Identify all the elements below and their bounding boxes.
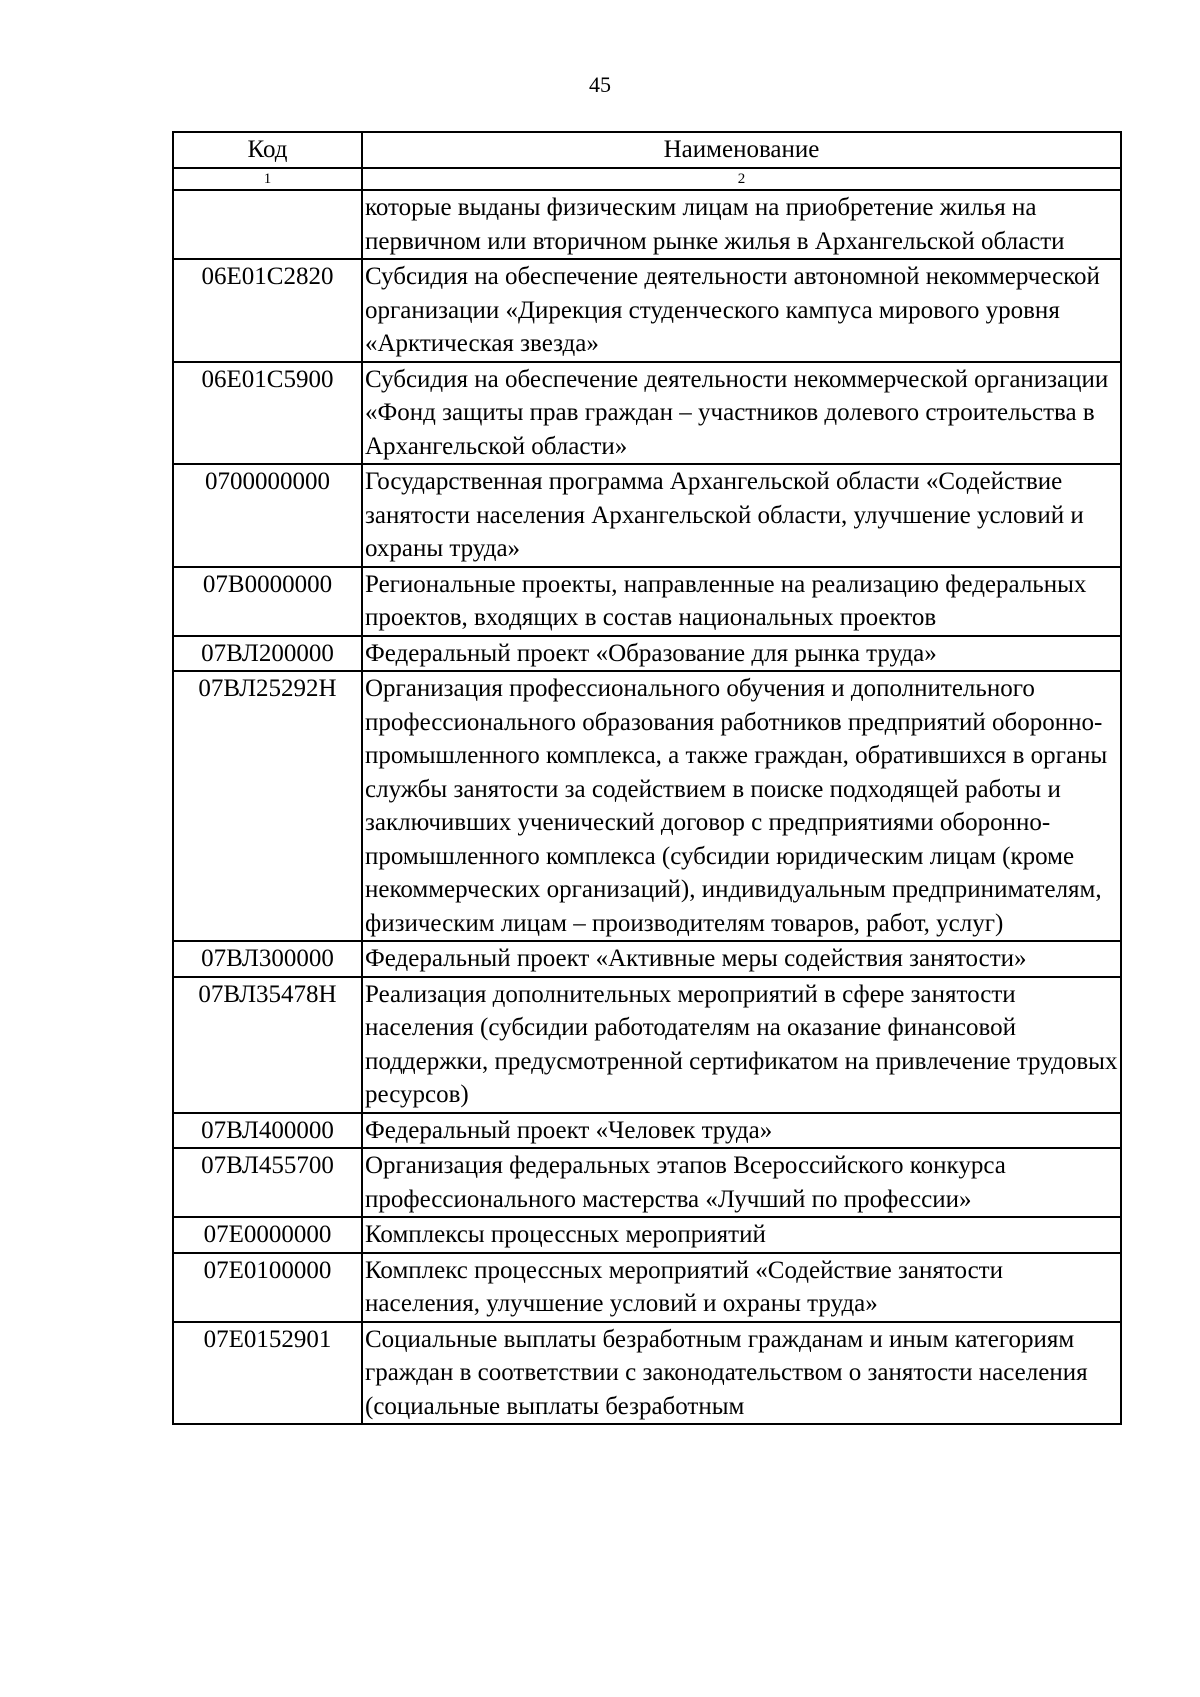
table-row: [173, 362, 1121, 465]
column-number-row: [173, 168, 1121, 190]
row-name: которые выданы физическим лицам на приобретение жилья на первичном или вторичном рынке жилья в Архангельской области: [362, 190, 1121, 259]
row-name: Комплексы процессных мероприятий: [362, 1217, 1121, 1253]
row-code: 06Е01С2820: [173, 259, 362, 362]
row-name: Субсидия на обеспечение деятельности автономной некоммерческой организации «Дирекция студенческого кампуса мирового уровня «Арктическая звезда»: [362, 259, 1121, 362]
table-row: [173, 567, 1121, 636]
row-name: Реализация дополнительных мероприятий в сфере занятости населения (субсидии работодателям на оказание финансовой поддержки, предусмотренной сертификатом на привлечение трудовых ресурсов): [362, 977, 1121, 1113]
row-code: 07ВЛ455700: [173, 1148, 362, 1217]
table-row: [173, 671, 1121, 941]
row-code: 07Е0100000: [173, 1253, 362, 1322]
table-row: [173, 464, 1121, 567]
table-row: [173, 190, 1121, 259]
table-row: [173, 1217, 1121, 1253]
table-row: [173, 636, 1121, 672]
column-header-code: Код: [173, 132, 362, 168]
column-header-name: Наименование: [362, 132, 1121, 168]
table-row: [173, 1113, 1121, 1149]
column-number-name: 2: [362, 168, 1121, 190]
row-name: Федеральный проект «Человек труда»: [362, 1113, 1121, 1149]
column-number-code: 1: [173, 168, 362, 190]
row-code: 07ВЛ35478Н: [173, 977, 362, 1113]
row-name: Субсидия на обеспечение деятельности некоммерческой организации «Фонд защиты прав граждан – участников долевого строительства в Архангельской области»: [362, 362, 1121, 465]
row-name: Региональные проекты, направленные на реализацию федеральных проектов, входящих в состав национальных проектов: [362, 567, 1121, 636]
table-row: [173, 941, 1121, 977]
row-code: 07ВЛ400000: [173, 1113, 362, 1149]
row-name: Комплекс процессных мероприятий «Содействие занятости населения, улучшение условий и охраны труда»: [362, 1253, 1121, 1322]
table-row: [173, 1148, 1121, 1217]
row-code: 07ВЛ300000: [173, 941, 362, 977]
row-code: 07В0000000: [173, 567, 362, 636]
row-code: 07Е0152901: [173, 1322, 362, 1425]
row-code: [173, 190, 362, 259]
page-number: 45: [589, 72, 611, 97]
row-name: Федеральный проект «Активные меры содействия занятости»: [362, 941, 1121, 977]
row-code: 06Е01С5900: [173, 362, 362, 465]
table-body: [173, 190, 1121, 1424]
table-row: [173, 259, 1121, 362]
row-name: Организация профессионального обучения и дополнительного профессионального образования работников предприятий оборонно-промышленного комплекса, а также граждан, обратившихся в органы службы занятости за содействием в поиске подходящей работы и заключивших ученический договор с предприятиями оборонно-промышленного комплекса (субсидии юридическим лицам (кроме некоммерческих организаций), индивидуальным предпринимателям, физическим лицам – производителям товаров, работ, услуг): [362, 671, 1121, 941]
row-name: Организация федеральных этапов Всероссийского конкурса профессионального мастерства «Лучший по профессии»: [362, 1148, 1121, 1217]
budget-code-table: [172, 131, 1122, 1425]
row-code: 07ВЛ200000: [173, 636, 362, 672]
table-row: [173, 977, 1121, 1113]
table-row: [173, 1253, 1121, 1322]
row-code: 0700000000: [173, 464, 362, 567]
table-row: [173, 1322, 1121, 1425]
row-name: Социальные выплаты безработным гражданам и иным категориям граждан в соответствии с законодательством о занятости населения (социальные выплаты безработным: [362, 1322, 1121, 1425]
row-code: 07Е0000000: [173, 1217, 362, 1253]
table-header-row: [173, 132, 1121, 168]
row-name: Государственная программа Архангельской области «Содействие занятости населения Архангельской области, улучшение условий и охраны труда»: [362, 464, 1121, 567]
row-name: Федеральный проект «Образование для рынка труда»: [362, 636, 1121, 672]
row-code: 07ВЛ25292Н: [173, 671, 362, 941]
